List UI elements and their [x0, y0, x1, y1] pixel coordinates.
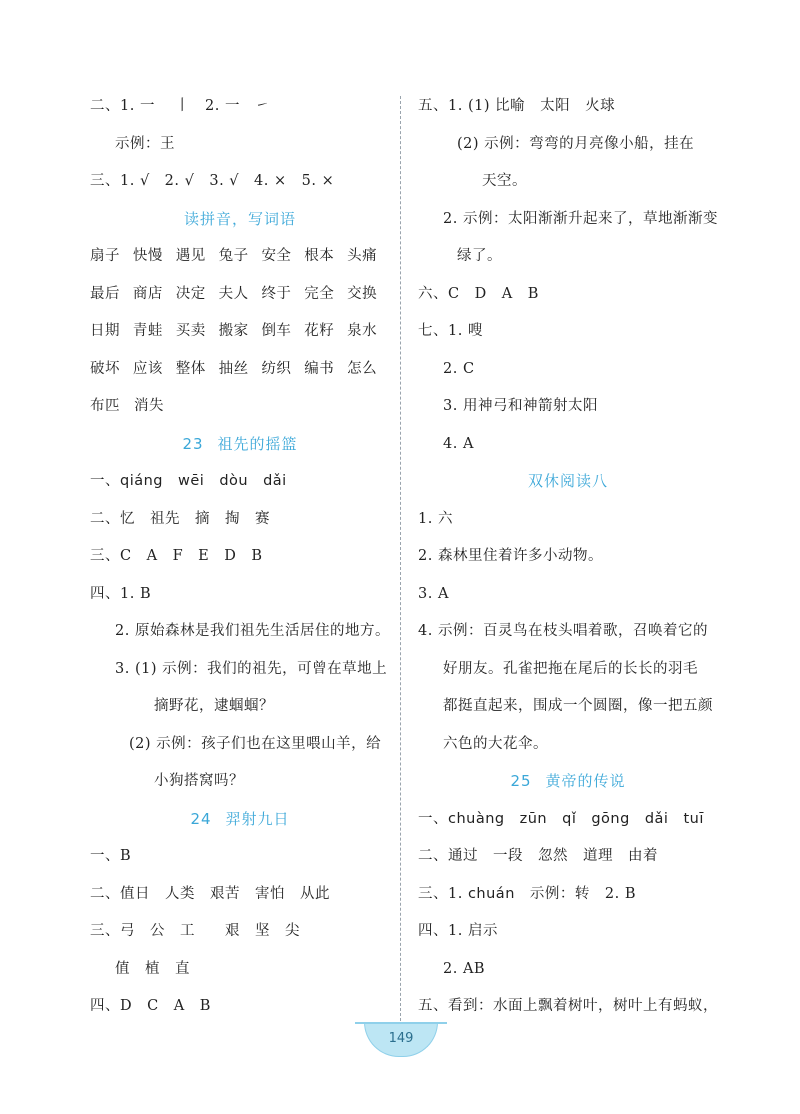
lesson-number: 23 [182, 434, 204, 453]
answer-line: 二、1. 一 丨 2. 一 ㇀ [90, 98, 270, 114]
answer-line: 二、值日 人类 艰苦 害怕 从此 [90, 885, 330, 902]
word: 快慢 [132, 248, 163, 264]
word: 应该 [132, 360, 163, 377]
word: 兔子 [218, 248, 249, 264]
pinyin-text: chuán [467, 885, 515, 902]
word: 泉水 [347, 323, 378, 339]
answer-line: 2. AB [443, 960, 486, 977]
answer-line: 示例：王 [115, 135, 175, 152]
lesson-title: 黄帝的传说 [545, 772, 626, 790]
lesson-number: 25 [510, 772, 532, 790]
answer-line: 4. A [443, 435, 474, 452]
word: 花籽 [304, 323, 335, 339]
answer-prefix: 一、 [418, 810, 448, 827]
word: 头痛 [347, 248, 378, 264]
answer-line: 好朋友。孔雀把拖在尾后的长长的羽毛 [443, 660, 698, 677]
answer-line: 六色的大花伞。 [443, 735, 548, 752]
answer-line: 小狗搭窝吗？ [154, 773, 244, 789]
word: 怎么 [347, 360, 378, 377]
word: 消失 [134, 398, 164, 414]
section-title-weekend-reading-8: 双休阅读八 [527, 472, 608, 490]
word-row-4 [90, 351, 390, 389]
word: 编书 [304, 360, 335, 377]
answer-line: 3. (1) 示例：我们的祖先，可曾在草地上 [115, 660, 388, 677]
word-row-5 [90, 388, 390, 426]
answer-line: 五、看到：水面上飘着树叶，树叶上有蚂蚁， [418, 998, 718, 1014]
answer-line: 五、1. (1) 比喻 太阳 火球 [418, 98, 616, 114]
word: 抽丝 [218, 360, 249, 377]
answer-line: 2. C [443, 360, 475, 377]
lesson-number: 24 [190, 809, 212, 828]
word: 整体 [175, 360, 206, 377]
word: 纺织 [261, 360, 292, 377]
word: 日期 [90, 323, 120, 339]
word: 完全 [304, 285, 335, 302]
word: 夫人 [218, 285, 249, 302]
section-title-pinyin-words: 读拼音，写词语 [183, 209, 296, 228]
word: 安全 [261, 248, 292, 264]
word: 商店 [132, 285, 163, 302]
answer-line: 都挺直起来，围成一个圆圈，像一把五颜 [443, 698, 713, 714]
word: 倒车 [261, 323, 292, 339]
answer-line: 六、C D A B [418, 285, 539, 302]
word: 破坏 [90, 360, 120, 377]
word-row-1 [90, 238, 390, 276]
word: 决定 [175, 285, 206, 302]
section-title-lesson-23 [90, 426, 390, 464]
answer-line: 三、1. √ 2. √ 3. √ 4. × 5. × [90, 173, 335, 189]
pinyin-text: chuàng zūn qǐ gōng dǎi tuī [448, 810, 704, 827]
answer-line: (2) 示例：弯弯的月亮像小船，挂在 [457, 135, 695, 152]
pinyin-text: qiáng wēi dòu dǎi [120, 473, 287, 489]
answer-line: 2. 森林里住着许多小动物。 [418, 548, 603, 564]
answer-line: 2. 原始森林是我们祖先生活居住的地方。 [115, 623, 390, 639]
answer-line: 四、1. 启示 [418, 923, 498, 939]
answer-prefix: 三、1. [418, 885, 468, 902]
answer-line: 七、1. 嗖 [418, 323, 483, 339]
word: 青蛙 [132, 323, 163, 339]
word: 搬家 [218, 323, 249, 339]
answer-line: 三、弓 公 工 艰 坚 尖 [90, 923, 300, 939]
answer-line [418, 801, 718, 839]
word: 遇见 [175, 248, 206, 264]
answer-line: 天空。 [482, 173, 527, 189]
answer-line: 一、B [90, 848, 132, 864]
answer-line: 二、通过 一段 忽然 道理 由着 [418, 848, 658, 864]
answer-line: 三、C A F E D B [90, 548, 263, 564]
answer-line: 四、1. B [90, 585, 152, 602]
lesson-title: 祖先的摇篮 [217, 434, 298, 453]
answer-line: 绿了。 [457, 248, 502, 264]
answer-line: 4. 示例：百灵鸟在枝头唱着歌，召唤着它的 [418, 623, 708, 639]
answer-line: 四、D C A B [90, 998, 211, 1014]
answer-line: 1. 六 [418, 510, 453, 527]
answer-suffix: 示例：转 2. B [514, 885, 636, 902]
answer-line: (2) 示例：孩子们也在这里喂山羊，给 [129, 735, 382, 752]
answer-line: 3. A [418, 585, 449, 602]
answer-line [418, 876, 718, 914]
right-column [418, 88, 718, 1026]
answer-line [90, 463, 390, 501]
answer-line: 2. 示例：太阳渐渐升起来了，草地渐渐变 [443, 210, 718, 227]
answer-line: 摘野花，逮蝈蝈？ [154, 698, 274, 714]
word-row-3 [90, 313, 390, 351]
word: 买卖 [175, 323, 206, 339]
word: 终于 [261, 285, 292, 302]
page-number-badge: 149 [364, 1022, 438, 1057]
section-title-lesson-25 [418, 763, 718, 801]
section-title-lesson-24 [90, 801, 390, 839]
answer-line: 值 植 直 [115, 960, 190, 977]
column-divider [400, 96, 401, 1026]
word: 扇子 [90, 248, 120, 264]
word: 交换 [347, 285, 378, 302]
word: 最后 [90, 285, 120, 302]
word: 根本 [304, 248, 335, 264]
answer-line: 3. 用神弓和神箭射太阳 [443, 398, 598, 414]
word: 布匹 [90, 398, 120, 414]
left-column [90, 88, 390, 1026]
answer-prefix: 一、 [90, 473, 120, 489]
lesson-title: 羿射九日 [225, 809, 290, 828]
word-row-2 [90, 276, 390, 314]
answer-line: 二、忆 祖先 摘 掏 赛 [90, 510, 270, 527]
